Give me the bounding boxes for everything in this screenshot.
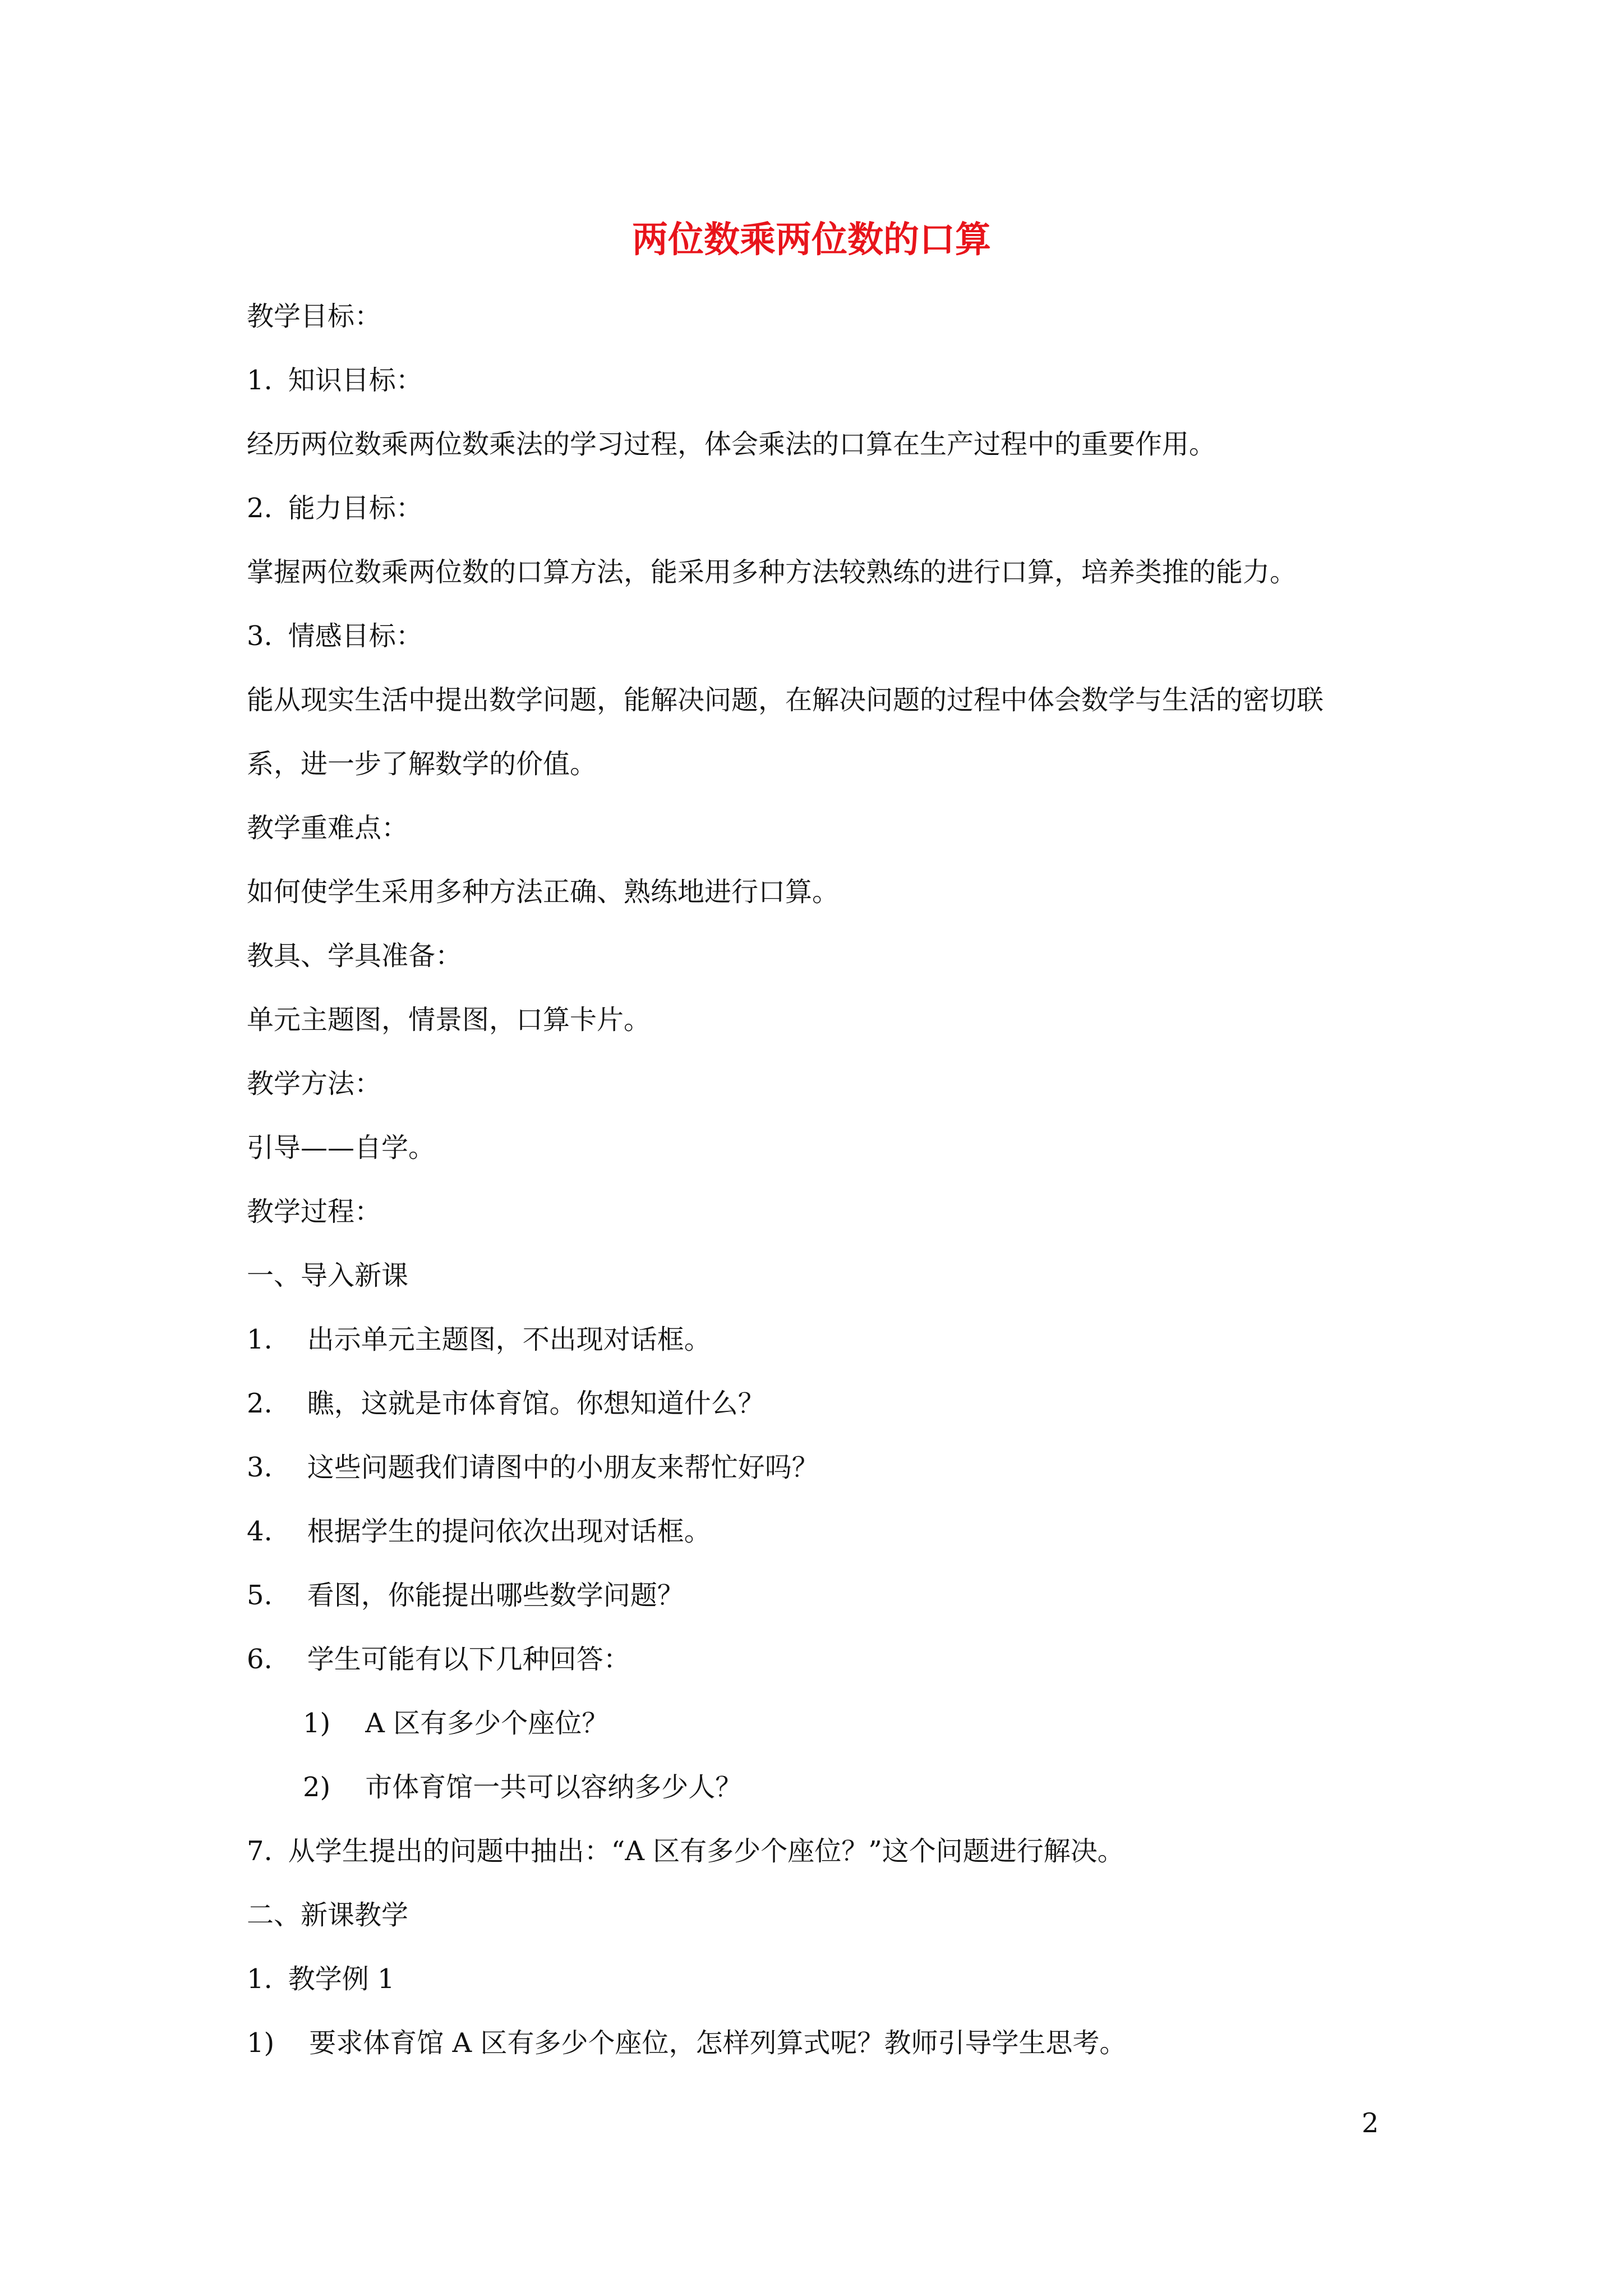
list-number: 5.	[247, 1580, 273, 1611]
list-item	[247, 1961, 395, 1997]
list-item	[247, 1641, 630, 1677]
list-number: 2.	[247, 1388, 273, 1419]
subsection-heading-intro: 一、导入新课	[247, 1260, 409, 1291]
list-text: 看图，你能提出哪些数学问题？	[307, 1580, 684, 1611]
list-number: 1)	[247, 2027, 275, 2059]
list-text: 要求体育馆 A 区有多少个座位，怎样列算式呢？教师引导学生思考。	[309, 2027, 1127, 2059]
list-number: 1)	[303, 1708, 331, 1739]
list-text: 出示单元主题图，不出现对话框。	[307, 1324, 711, 1355]
list-number: 2.	[247, 493, 273, 524]
page-number: 2	[1362, 2108, 1379, 2139]
list-item-knowledge-goal	[247, 362, 423, 398]
paragraph-knowledge-goal: 经历两位数乘两位数乘法的学习过程，体会乘法的口算在生产过程中的重要作用。	[247, 429, 1216, 460]
list-item	[247, 1577, 684, 1613]
list-item	[247, 2025, 1126, 2061]
list-item	[247, 1322, 711, 1358]
sub-list-item	[303, 1705, 608, 1741]
list-number: 1.	[247, 1963, 273, 1995]
list-text: 能力目标：	[288, 493, 423, 524]
list-item	[247, 1386, 765, 1421]
paragraph-ability-goal: 掌握两位数乘两位数的口算方法，能采用多种方法较熟练的进行口算，培养类推的能力。	[247, 556, 1297, 588]
list-text: 教学例 1	[288, 1963, 395, 1995]
paragraph-emotion-goal-line2: 系，进一步了解数学的价值。	[247, 748, 597, 780]
section-heading-key-points: 教学重难点：	[247, 812, 409, 844]
list-item-ability-goal	[247, 490, 423, 526]
list-item	[247, 1450, 819, 1485]
document-title: 两位数乘两位数的口算	[632, 219, 991, 261]
list-number: 1.	[247, 1324, 273, 1355]
list-item	[247, 1513, 711, 1549]
section-heading-materials: 教具、学具准备：	[247, 940, 463, 972]
list-text: 知识目标：	[288, 365, 423, 396]
list-text: 这些问题我们请图中的小朋友来帮忙好吗？	[307, 1452, 819, 1483]
list-item	[247, 1833, 1124, 1869]
list-text: 根据学生的提问依次出现对话框。	[307, 1516, 711, 1547]
list-number: 3.	[247, 1452, 273, 1483]
paragraph-key-points: 如何使学生采用多种方法正确、熟练地进行口算。	[247, 876, 840, 908]
paragraph-emotion-goal-line1: 能从现实生活中提出数学问题，能解决问题，在解决问题的过程中体会数学与生活的密切联	[247, 684, 1324, 716]
list-number: 4.	[247, 1516, 273, 1547]
list-number: 3.	[247, 620, 273, 652]
paragraph-method: 引导——自学。	[247, 1132, 436, 1163]
list-number: 7.	[247, 1835, 273, 1867]
list-text: 从学生提出的问题中抽出：“A 区有多少个座位？”这个问题进行解决。	[288, 1835, 1124, 1867]
list-text: 瞧，这就是市体育馆。你想知道什么？	[307, 1388, 765, 1419]
subsection-heading-new-lesson: 二、新课教学	[247, 1899, 409, 1931]
list-text: A 区有多少个座位？	[365, 1708, 609, 1739]
sub-list-item	[303, 1769, 742, 1805]
list-number: 6.	[247, 1644, 273, 1675]
list-item-emotion-goal	[247, 618, 423, 654]
list-text: 市体育馆一共可以容纳多少人？	[365, 1772, 743, 1803]
list-text: 情感目标：	[288, 620, 423, 652]
list-number: 1.	[247, 365, 273, 396]
list-number: 2)	[303, 1772, 331, 1803]
section-heading-process: 教学过程：	[247, 1196, 382, 1227]
section-heading-teaching-goals: 教学目标：	[247, 301, 382, 332]
list-text: 学生可能有以下几种回答：	[307, 1644, 630, 1675]
section-heading-method: 教学方法：	[247, 1068, 382, 1099]
paragraph-materials: 单元主题图，情景图，口算卡片。	[247, 1004, 651, 1036]
